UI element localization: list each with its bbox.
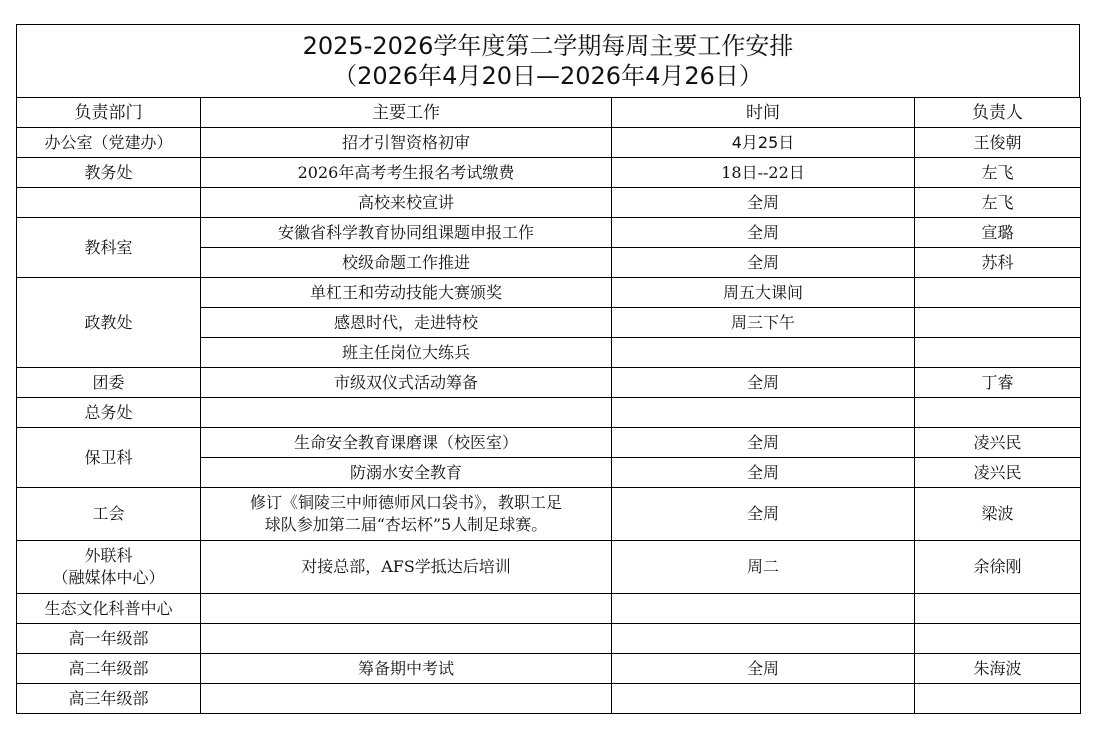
work-cell: 筹备期中考试: [201, 654, 612, 684]
dept-cell: 办公室（党建办）: [17, 128, 201, 158]
work-cell: 感恩时代，走进特校: [201, 308, 612, 338]
work-cell: 对接总部，AFS学抵达后培训: [201, 541, 612, 594]
time-cell: 4月25日: [612, 128, 915, 158]
header-work: 主要工作: [201, 98, 612, 128]
person-cell: 苏科: [915, 248, 1081, 278]
table-row: [17, 541, 1081, 594]
table-row: [17, 428, 1081, 458]
person-cell: 丁睿: [915, 368, 1081, 398]
table-row: [17, 684, 1081, 714]
person-cell: 宣璐: [915, 218, 1081, 248]
time-cell: [612, 594, 915, 624]
work-cell: 单杠王和劳动技能大赛颁奖: [201, 278, 612, 308]
table-row: [17, 594, 1081, 624]
work-cell: [201, 684, 612, 714]
work-cell: [201, 398, 612, 428]
work-cell: [201, 624, 612, 654]
dept-cell: 高一年级部: [17, 624, 201, 654]
table-row: [17, 368, 1081, 398]
dept-cell: 保卫科: [17, 428, 201, 488]
person-cell: 左飞: [915, 158, 1081, 188]
time-cell: [612, 338, 915, 368]
dept-cell: 高二年级部: [17, 654, 201, 684]
dept-cell: [17, 188, 201, 218]
work-cell: 2026年高考考生报名考试缴费: [201, 158, 612, 188]
work-cell: 防溺水安全教育: [201, 458, 612, 488]
dept-cell: 政教处: [17, 278, 201, 368]
work-cell: 招才引智资格初审: [201, 128, 612, 158]
work-line: 修订《铜陵三中师德师风口袋书》，教职工足: [249, 493, 562, 512]
person-cell: 凌兴民: [915, 458, 1081, 488]
time-cell: 全周: [612, 218, 915, 248]
person-cell: [915, 308, 1081, 338]
work-cell: 安徽省科学教育协同组课题申报工作: [201, 218, 612, 248]
work-cell: 生命安全教育课磨课（校医室）: [201, 428, 612, 458]
table-row: [17, 278, 1081, 308]
person-cell: 余徐刚: [915, 541, 1081, 594]
dept-cell: 生态文化科普中心: [17, 594, 201, 624]
person-cell: [915, 624, 1081, 654]
schedule-table: [16, 97, 1081, 714]
table-row: [17, 158, 1081, 188]
header-time: 时间: [612, 98, 915, 128]
dept-cell: 团委: [17, 368, 201, 398]
table-row: [17, 188, 1081, 218]
table-row: [17, 398, 1081, 428]
time-cell: 全周: [612, 488, 915, 541]
work-cell: [201, 488, 612, 541]
time-cell: 全周: [612, 368, 915, 398]
work-cell: 市级双仪式活动筹备: [201, 368, 612, 398]
person-cell: [915, 594, 1081, 624]
dept-cell: 总务处: [17, 398, 201, 428]
time-cell: [612, 624, 915, 654]
time-cell: [612, 398, 915, 428]
dept-line: （融媒体中心）: [52, 568, 165, 587]
time-cell: 18日--22日: [612, 158, 915, 188]
table-row: [17, 624, 1081, 654]
table-row: [17, 218, 1081, 248]
header-row: [17, 98, 1081, 128]
time-cell: 周五大课间: [612, 278, 915, 308]
person-cell: 王俊朝: [915, 128, 1081, 158]
time-cell: 全周: [612, 654, 915, 684]
work-cell: 班主任岗位大练兵: [201, 338, 612, 368]
sheet-title: 2025-2026学年度第二学期每周主要工作安排: [302, 32, 794, 60]
person-cell: [915, 398, 1081, 428]
work-cell: [201, 594, 612, 624]
time-cell: 周二: [612, 541, 915, 594]
person-cell: 梁波: [915, 488, 1081, 541]
person-cell: 凌兴民: [915, 428, 1081, 458]
person-cell: 朱海波: [915, 654, 1081, 684]
work-cell: 高校来校宣讲: [201, 188, 612, 218]
work-line: 球队参加第二届“杏坛杯”5人制足球赛。: [264, 515, 548, 534]
table-row: [17, 488, 1081, 541]
time-cell: 全周: [612, 458, 915, 488]
table-row: [17, 654, 1081, 684]
header-department: 负责部门: [17, 98, 201, 128]
person-cell: [915, 338, 1081, 368]
person-cell: [915, 684, 1081, 714]
title-block: [16, 24, 1080, 97]
work-cell: 校级命题工作推进: [201, 248, 612, 278]
dept-cell: 教务处: [17, 158, 201, 188]
table-row: [17, 128, 1081, 158]
time-cell: 全周: [612, 428, 915, 458]
schedule-sheet: [16, 24, 1080, 714]
dept-cell: [17, 541, 201, 594]
dept-cell: 工会: [17, 488, 201, 541]
dept-cell: 教科室: [17, 218, 201, 278]
dept-cell: 高三年级部: [17, 684, 201, 714]
time-cell: 全周: [612, 188, 915, 218]
person-cell: 左飞: [915, 188, 1081, 218]
time-cell: [612, 684, 915, 714]
header-person: 负责人: [915, 98, 1081, 128]
time-cell: 全周: [612, 248, 915, 278]
dept-line: 外联科: [84, 546, 133, 565]
time-cell: 周三下午: [612, 308, 915, 338]
sheet-date-range: （2026年4月20日—2026年4月26日）: [333, 62, 763, 90]
person-cell: [915, 278, 1081, 308]
